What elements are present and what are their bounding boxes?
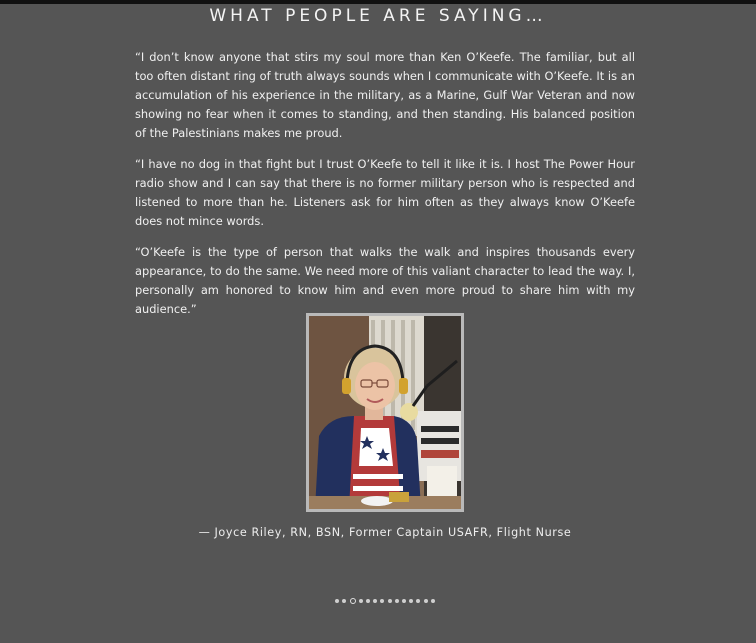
testimonial-attribution: — Joyce Riley, RN, BSN, Former Captain USAFR, Flight Nurse	[198, 526, 572, 539]
top-border	[0, 0, 756, 4]
testimonial-photo	[306, 313, 464, 512]
pager-dot[interactable]	[335, 599, 339, 603]
pager-dot[interactable]	[424, 599, 428, 603]
section-title: WHAT PEOPLE ARE SAYING…	[209, 6, 547, 26]
pager-dot[interactable]	[366, 599, 370, 603]
pager-dot[interactable]	[416, 599, 420, 603]
quote-paragraph-2: “I have no dog in that fight but I trust O’Keefe to tell it like it is. I host The Power Hour radio show and I can say that there is no former military person who is respected and listened to more than he. Listeners ask for him often as they always know O’Keefe does not mince words.	[135, 157, 635, 228]
pager-dot[interactable]	[342, 599, 346, 603]
testimonial-quote	[135, 48, 635, 331]
pager-dot[interactable]	[380, 599, 384, 603]
pager-dot[interactable]	[359, 599, 363, 603]
pager-dot-active[interactable]	[350, 598, 356, 604]
pager-dot[interactable]	[409, 599, 413, 603]
quote-paragraph-3: “O’Keefe is the type of person that walks the walk and inspires thousands every appearance, to do the same. We need more of this valiant character to lead the way. I, personally am honored to know him and even more proud to share him with my audience.”	[135, 245, 635, 316]
quote-paragraph-1: “I don’t know anyone that stirs my soul more than Ken O’Keefe. The familiar, but all too often distant ring of truth always sounds when I communicate with O’Keefe. It is an accumulation of his experience in the military, as a Marine, Gulf War Veteran and now showing no fear when it comes to standing, and then standing. His balanced position of the Palestinians makes me proud.	[135, 50, 635, 140]
pager-dot[interactable]	[373, 599, 377, 603]
pager-dot[interactable]	[388, 599, 392, 603]
portrait-image	[309, 316, 461, 509]
pager-dot[interactable]	[431, 599, 435, 603]
pager-dot[interactable]	[402, 599, 406, 603]
pager-dot[interactable]	[395, 599, 399, 603]
testimonial-pager	[0, 598, 756, 604]
